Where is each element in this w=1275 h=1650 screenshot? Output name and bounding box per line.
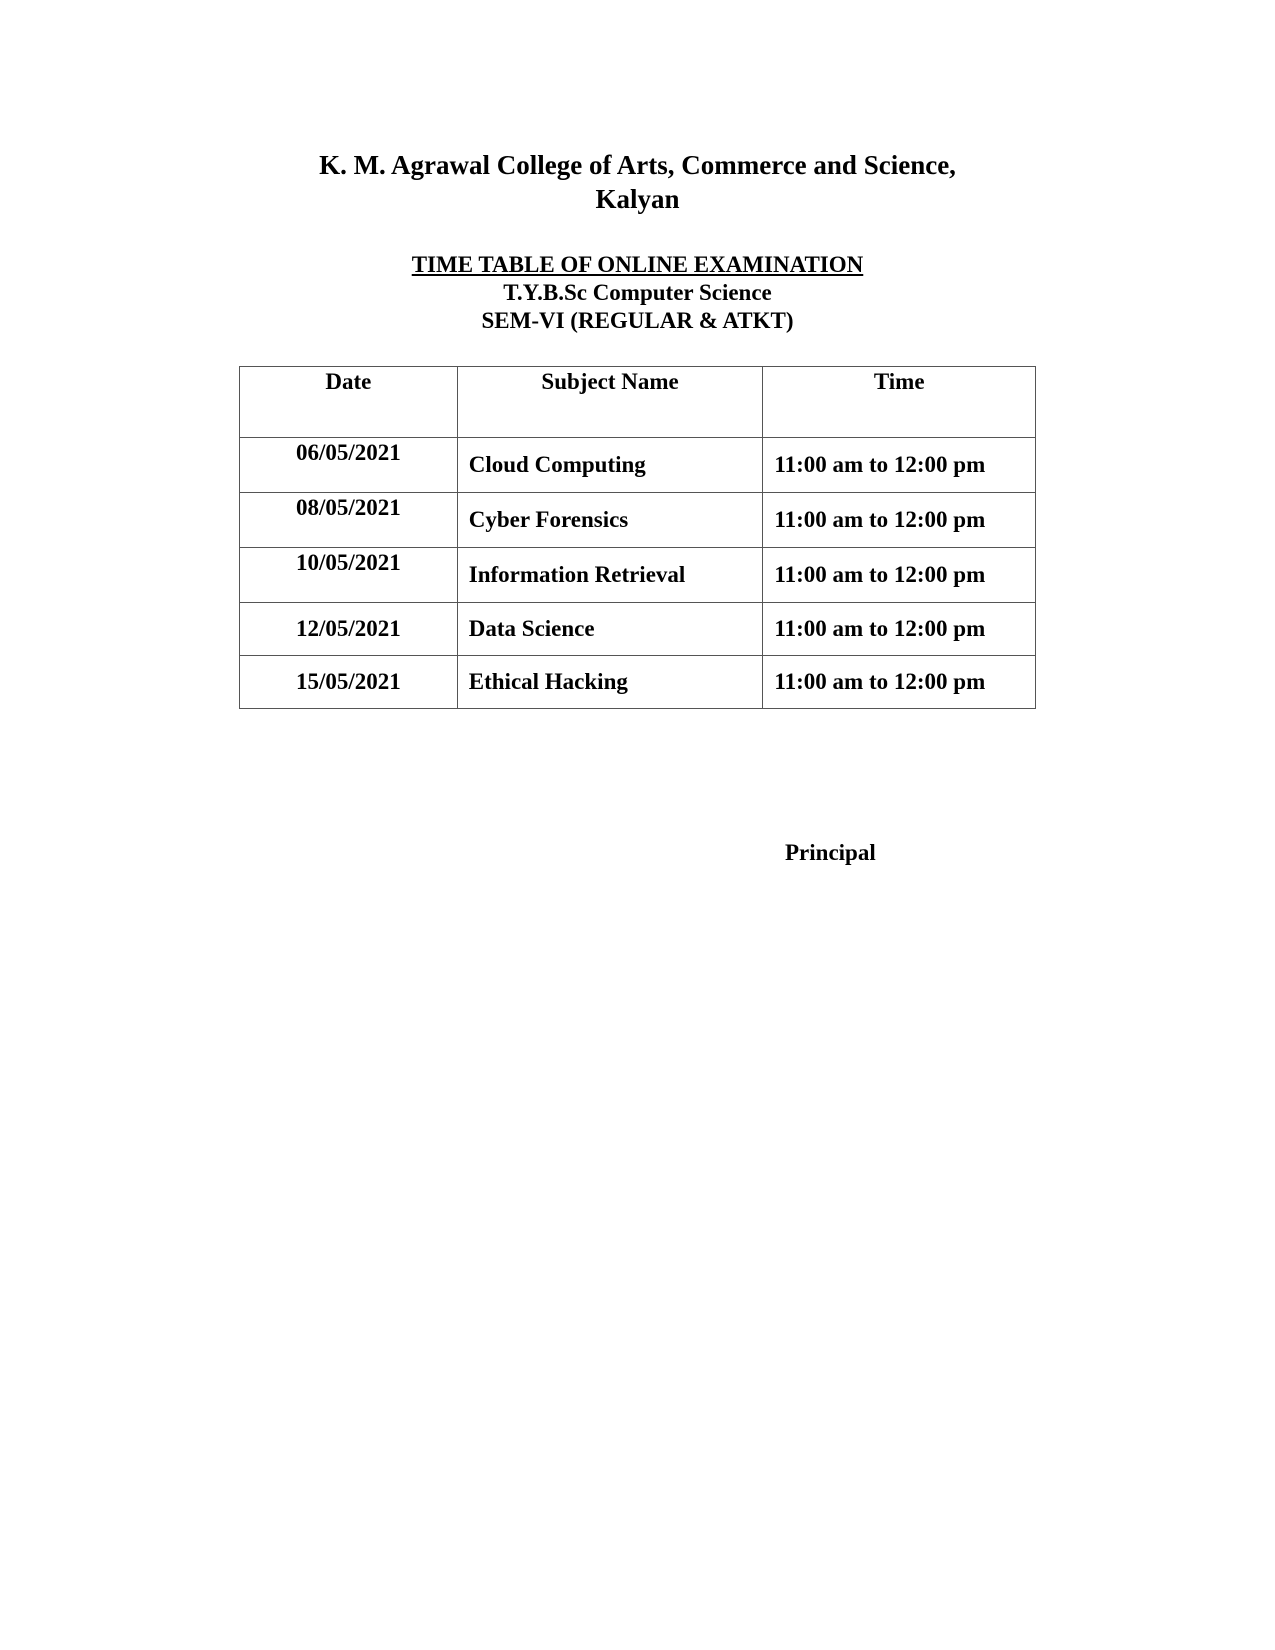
column-header-subject: Subject Name (457, 367, 763, 438)
exam-time: 11:00 am to 12:00 pm (763, 603, 1036, 656)
exam-date: 12/05/2021 (240, 603, 458, 656)
exam-timetable (239, 366, 1036, 709)
exam-heading (0, 251, 1275, 335)
exam-date: 08/05/2021 (240, 493, 458, 548)
table-row (240, 438, 1036, 493)
exam-subject: Cloud Computing (457, 438, 763, 493)
exam-subject: Cyber Forensics (457, 493, 763, 548)
exam-subject: Ethical Hacking (457, 656, 763, 709)
exam-time: 11:00 am to 12:00 pm (763, 548, 1036, 603)
table-row (240, 603, 1036, 656)
exam-time: 11:00 am to 12:00 pm (763, 493, 1036, 548)
college-name-line-1: K. M. Agrawal College of Arts, Commerce and Science, (319, 150, 956, 180)
table-header-row (240, 367, 1036, 438)
table-row (240, 548, 1036, 603)
exam-subject: Information Retrieval (457, 548, 763, 603)
table-row (240, 493, 1036, 548)
table-row (240, 656, 1036, 709)
exam-subject: Data Science (457, 603, 763, 656)
exam-date: 06/05/2021 (240, 438, 458, 493)
exam-time: 11:00 am to 12:00 pm (763, 438, 1036, 493)
column-header-time: Time (763, 367, 1036, 438)
semester-label: SEM-VI (REGULAR & ATKT) (481, 308, 794, 333)
column-header-date: Date (240, 367, 458, 438)
principal-signature-label: Principal (785, 840, 876, 865)
college-name-line-2: Kalyan (595, 184, 680, 214)
college-name (0, 148, 1275, 216)
exam-date: 10/05/2021 (240, 548, 458, 603)
timetable-title: TIME TABLE OF ONLINE EXAMINATION (411, 252, 864, 277)
course-name: T.Y.B.Sc Computer Science (503, 280, 772, 305)
exam-time: 11:00 am to 12:00 pm (763, 656, 1036, 709)
exam-date: 15/05/2021 (240, 656, 458, 709)
